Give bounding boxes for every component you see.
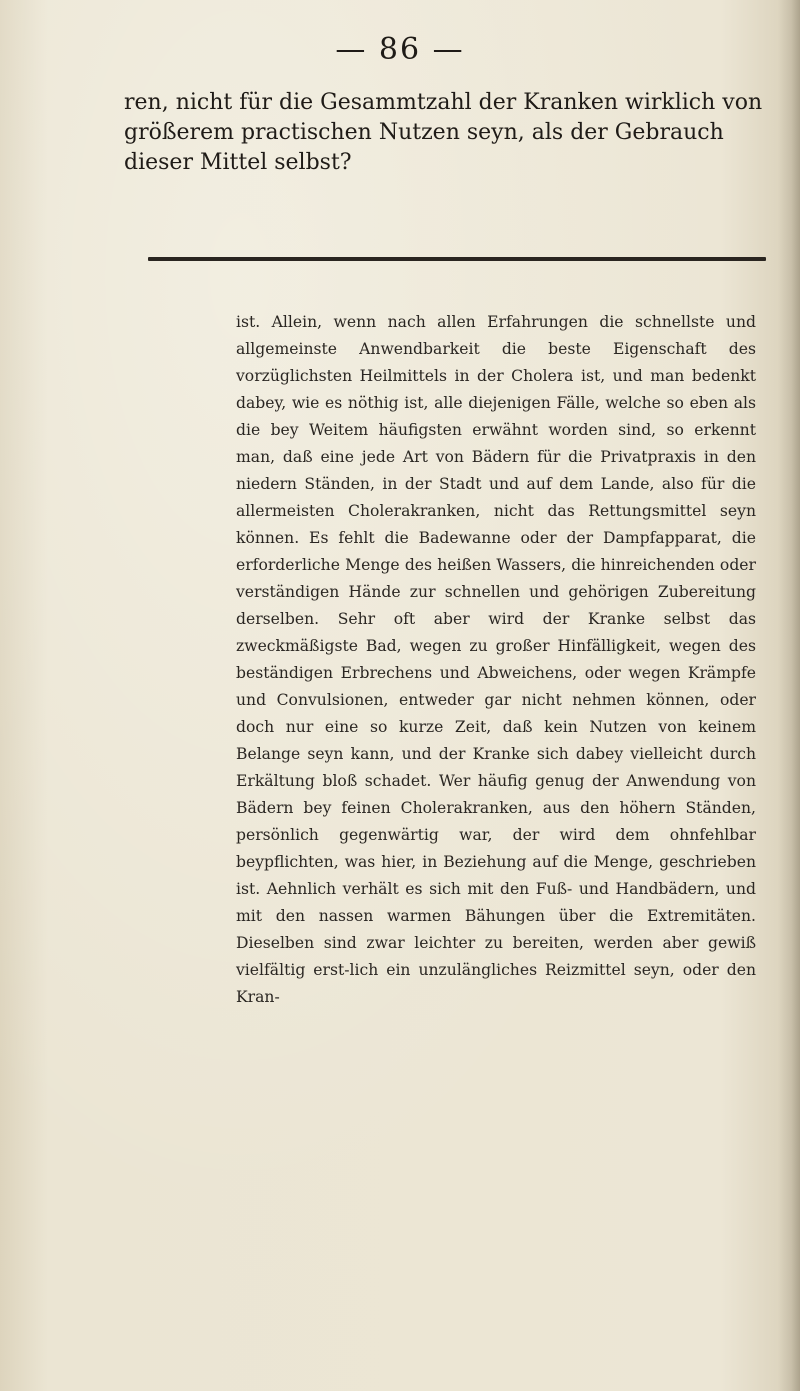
page-number: — 86 — [335, 32, 465, 67]
footnote-block [236, 309, 756, 1011]
main-paragraph: ren, nicht für die Gesammtzahl der Kranken wirklich von größerem practischen Nutzen seyn, als der Gebrauch dieser Mittel selbst? [124, 90, 763, 175]
page-edge-shadow [778, 0, 800, 1391]
horizontal-rule [148, 257, 766, 261]
footnote-paragraph: ist. Allein, wenn nach allen Erfahrungen die schnellste und allgemeinste Anwendbarkeit die beste Eigenschaft des vorzüglichsten Heilmittels in der Cholera ist, und man bedenkt dabey, wie es nöthig ist, alle diejenigen Fälle, welche so eben als die bey Weitem häufigsten erwähnt worden sind, so erkennt man, daß eine jede Art von Bädern für die Privatpraxis in den niedern Ständen, in der Stadt und auf dem Lande, also für die allermeisten Cholerakranken, nicht das Rettungsmittel seyn können. Es fehlt die Badewanne oder der Dampfapparat, die erforderliche Menge des heißen Wassers, die hinreichenden oder verständigen Hände zur schnellen und gehörigen Zubereitung derselben. Sehr oft aber wird der Kranke selbst das zweckmäßigste Bad, wegen zu großer Hinfälligkeit, wegen des beständigen Erbrechens und Abweichens, oder wegen Krämpfe und Convulsionen, entweder gar nicht nehmen können, oder doch nur eine so kurze Zeit, daß kein Nutzen von keinem Belange seyn kann, und der Kranke sich dabey vielleicht durch Erkältung bloß schadet. Wer häufig genug der Anwendung von Bädern bey feinen Cholerakranken, aus den höhern Ständen, persönlich gegenwärtig war, der wird dem ohnfehlbar beypflichten, was hier, in Beziehung auf die Menge, geschrieben ist. Aehnlich verhält es sich mit den Fuß- und Handbädern, und mit den nassen warmen Bähungen über die Extremitäten. Dieselben sind zwar leichter zu bereiten, werden aber gewiß vielfältig erst-lich ein unzulängliches Reizmittel seyn, oder den Kran- [236, 313, 756, 1006]
main-text-continuation [124, 88, 764, 178]
